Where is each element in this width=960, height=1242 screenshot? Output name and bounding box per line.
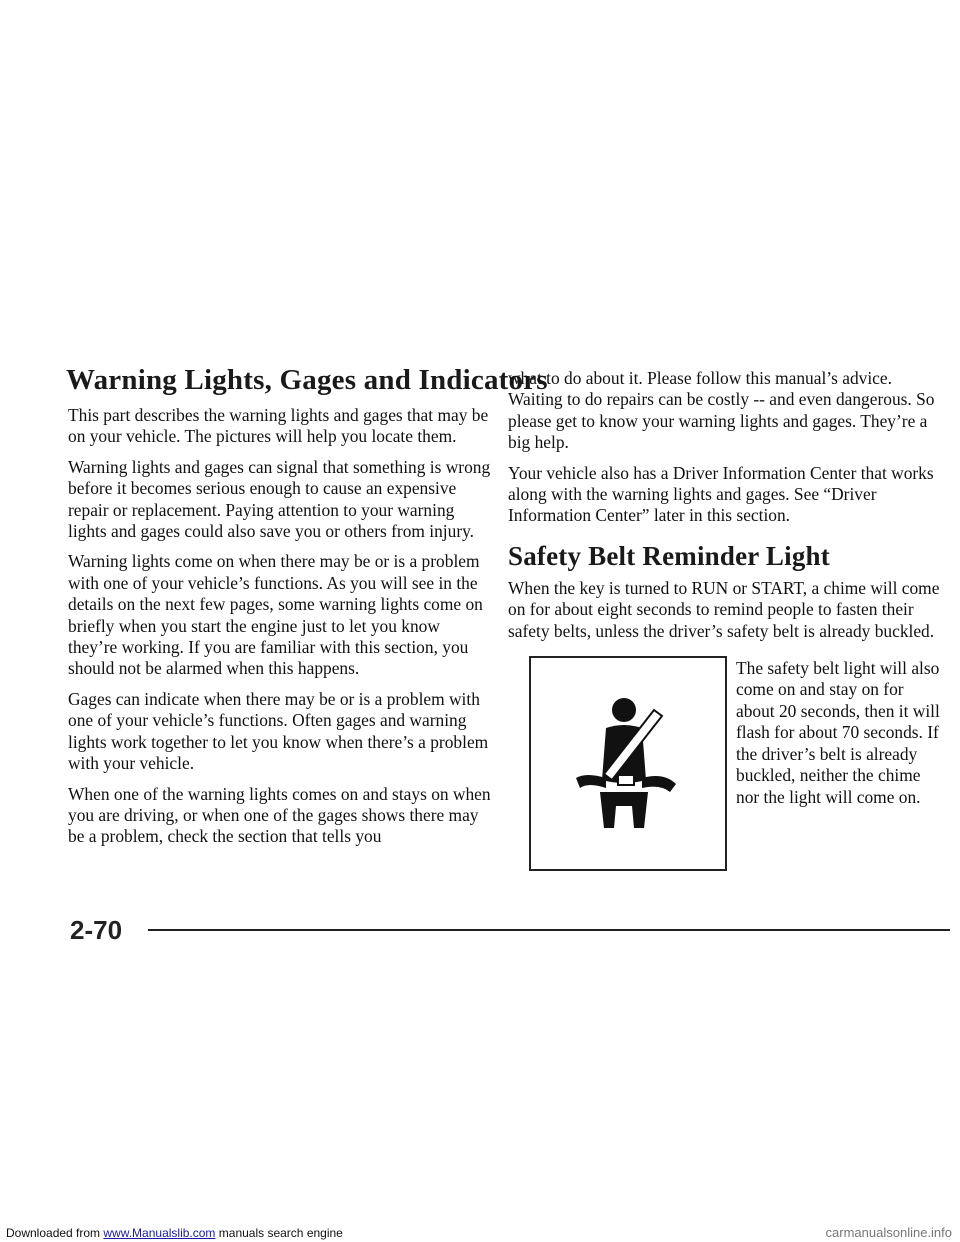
paragraph: When the key is turned to RUN or START, a chime will come on for about eight seconds to remind people to fasten their safety belts, unless the driver’s safety belt is already buckled. <box>508 577 940 641</box>
seatbelt-icon <box>576 688 686 838</box>
right-column <box>508 368 945 876</box>
figure-caption-text: The safety belt light will also come on and stay on for about 20 seconds, then it will flash for about 70 seconds. If the driver’s belt is already buckled, neither the chime nor the light will come on. <box>736 658 940 807</box>
paragraph: Your vehicle also has a Driver Information Center that works along with the warning lights and gages. See “Driver Information Center” later in this section. <box>508 462 934 526</box>
paragraph: Gages can indicate when there may be or is a problem with one of your vehicle’s functions. Often gages and warning lights work together to let you know when there’s a problem with your vehicle. <box>68 688 489 774</box>
safety-belt-figure <box>508 656 945 876</box>
manualslib-link[interactable]: www.Manualslib.com <box>103 1226 216 1240</box>
section-heading-safety-belt: Safety Belt Reminder Light <box>508 540 830 571</box>
download-suffix: manuals search engine <box>215 1226 343 1240</box>
watermark-text: carmanualsonline.info <box>825 1225 952 1240</box>
page-footer <box>70 915 950 945</box>
download-banner <box>0 1224 960 1242</box>
paragraph: Warning lights come on when there may be or is a problem with one of your vehicle’s functions. As you will see in the details on the next few pages, some warning lights come on briefly when you start the engine just to let you know they’re working. If you are familiar with this section, you should not be alarmed when this happens. <box>68 551 483 679</box>
paragraph: what to do about it. Please follow this manual’s advice. Waiting to do repairs can be costly -- and even dangerous. So please get to know your warning lights and gages. They’re a big help. <box>508 368 935 453</box>
page-number: 2-70 <box>70 915 123 945</box>
paragraph: This part describes the warning lights and gages that may be on your vehicle. The pictures will help you locate them. <box>68 405 489 447</box>
download-banner-text <box>6 1224 343 1242</box>
paragraph: Warning lights and gages can signal that something is wrong before it becomes serious enough to cause an expensive repair or replacement. Paying attention to your warning lights and gages could also save you or others from injury. <box>68 456 491 542</box>
left-column <box>66 364 548 857</box>
download-prefix: Downloaded from <box>6 1226 104 1240</box>
paragraph: When one of the warning lights comes on and stays on when you are driving, or when one of the gages shows there may be a problem, check the section that tells you <box>68 783 491 847</box>
figure-frame <box>529 656 727 871</box>
section-heading-warning-lights: Warning Lights, Gages and Indicators <box>66 364 548 396</box>
footer-rule <box>148 929 950 931</box>
